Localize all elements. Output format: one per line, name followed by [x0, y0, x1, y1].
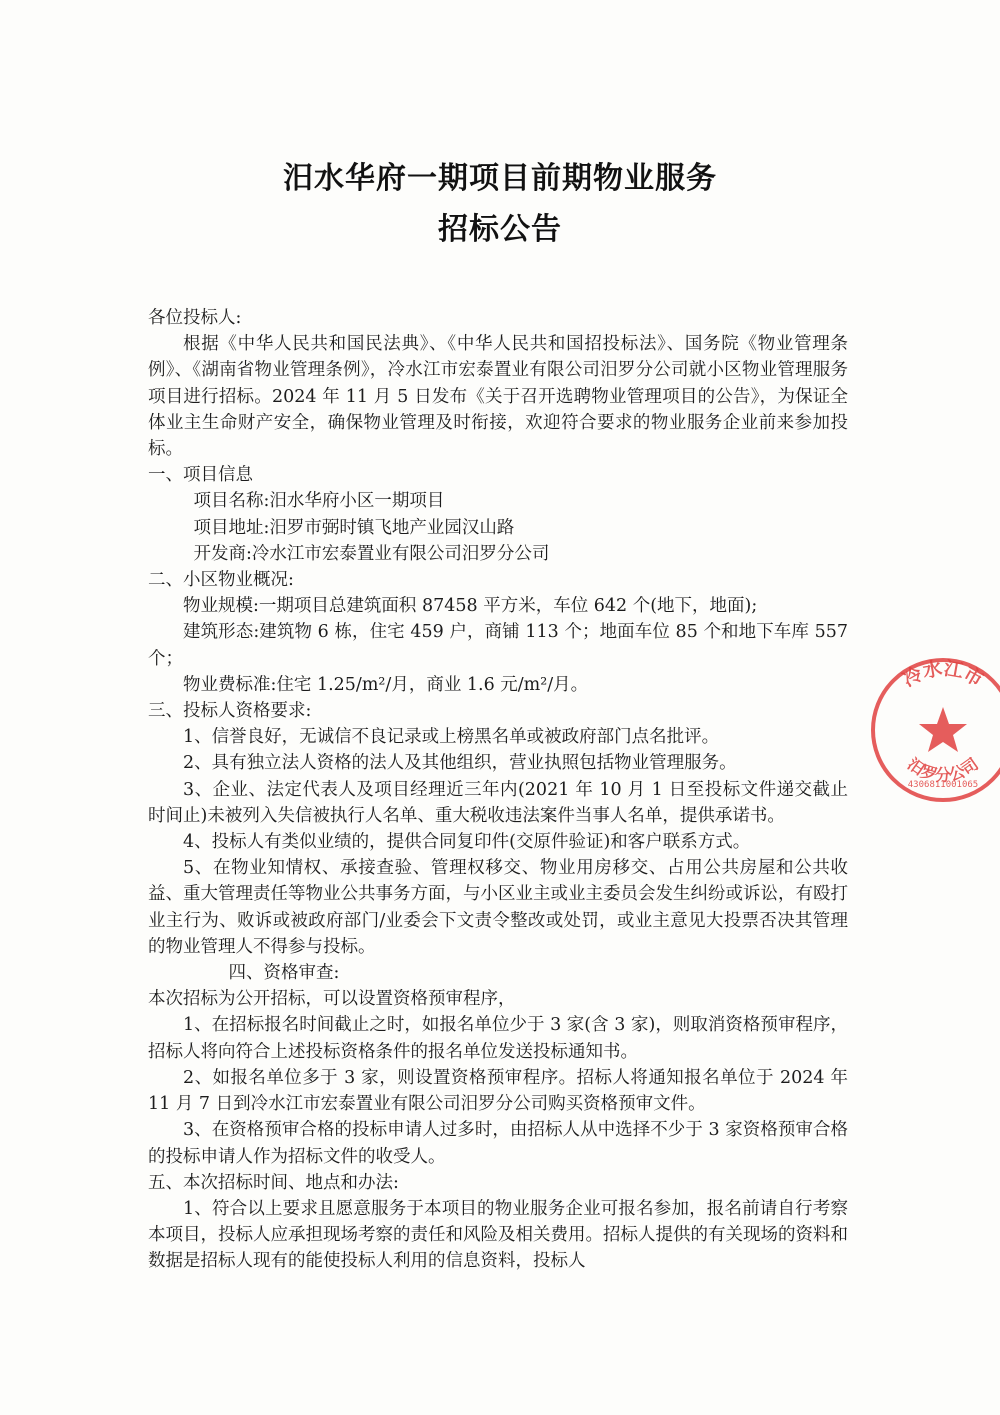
building-form: 建筑形态:建筑物 6 栋，住宅 459 户，商铺 113 个；地面车位 85 个和地下车库 557 个；: [148, 622, 848, 669]
requirement-item: 5、在物业知情权、承接查验、管理权移交、物业用房移交、占用公共房屋和公共收益、重大管理责任等物业公共事务方面，与小区业主或业主委员会发生纠纷或诉讼，有殴打业主行为、败诉或被政府部门/业委会下文责令整改或处罚，或业主意见大投票否决其管理的物业管理人不得参与投标。: [148, 858, 848, 957]
review-item: 2、如报名单位多于 3 家，则设置资格预审程序。招标人将通知报名单位于 2024 年 11 月 7 日到冷水江市宏泰置业有限公司汨罗分公司购买资格预审文件。: [148, 1067, 848, 1115]
requirement-item: 1、信誉良好，无诚信不良记录或上榜黑名单或被政府部门点名批评。: [183, 727, 720, 748]
seal-star-icon: [919, 707, 967, 752]
review-intro: 本次招标为公开招标，可以设置资格预审程序，: [148, 989, 516, 1010]
seal-bottom-text: 汨罗分公司: [904, 754, 982, 785]
requirement-item: 2、具有独立法人资格的法人及其他组织，营业执照包括物业管理服务。: [183, 753, 737, 774]
procedure-item: 1、符合以上要求且愿意服务于本项目的物业服务企业可报名参加，报名前请自行考察本项目，投标人应承担现场考察的责任和风险及相关费用。招标人提供的有关现场的资料和数据是招标人现有的能使投标人利用的信息资料，投标人: [148, 1198, 848, 1272]
seal-number: 4306811001065: [907, 780, 979, 790]
section-heading: 三、投标人资格要求:: [148, 701, 312, 722]
project-name: 项目名称:汨水华府小区一期项目: [193, 491, 445, 512]
seal-top-text: 冷水江市: [899, 657, 987, 692]
section-heading: 四、资格审查:: [228, 963, 340, 984]
project-developer: 开发商:冷水江市宏泰置业有限公司汨罗分公司: [193, 543, 550, 564]
property-scale: 物业规模:一期项目总建筑面积 87458 平方米，车位 642 个(地下，地面);: [183, 596, 758, 617]
document-subtitle: 招标公告: [438, 212, 562, 247]
salutation: 各位投标人:: [148, 308, 242, 328]
review-item: 1、在招标报名时间截止之时，如报名单位少于 3 家(含 3 家)，则取消资格预审程序，招标人将向符合上述投标资格条件的报名单位发送投标通知书。: [148, 1015, 848, 1062]
intro-paragraph: 根据《中华人民共和国民法典》、《中华人民共和国招投标法》、国务院《物业管理条例》、《湖南省物业管理条例》，冷水江市宏泰置业有限公司汨罗分公司就小区物业管理服务项目进行招标。2024 年 11 月 5 日发布《关于召开选聘物业管理项目的公告》，为保证全体业主生命财产安全，确保物业管理及时衔接，欢迎符合要求的物业服务企业前来参加投标。: [148, 334, 848, 460]
company-seal: [868, 655, 1000, 805]
section-heading: 五、本次招标时间、地点和办法:: [148, 1172, 399, 1193]
document-body: [148, 305, 848, 1275]
requirement-item: 4、投标人有类似业绩的，提供合同复印件(交原件验证)和客户联系方式。: [183, 832, 751, 853]
review-item: 3、在资格预审合格的投标申请人过多时，由招标人从中选择不少于 3 家资格预审合格的投标申请人作为招标文件的收受人。: [148, 1120, 848, 1167]
fee-standard: 物业费标准:住宅 1.25/m²/月，商业 1.6 元/m²/月。: [183, 674, 589, 695]
section-heading: 二、小区物业概况:: [148, 570, 294, 591]
document-title: 汨水华府一期项目前期物业服务: [283, 161, 717, 196]
project-address: 项目地址:汨罗市弼时镇飞地产业园汉山路: [193, 517, 515, 538]
section-heading: 一、项目信息: [148, 465, 253, 486]
requirement-item: 3、企业、法定代表人及项目经理近三年内(2021 年 10 月 1 日至投标文件递交截止时间止)未被列入失信被执行人名单、重大税收违法案件当事人名单，提供承诺书。: [148, 779, 848, 826]
